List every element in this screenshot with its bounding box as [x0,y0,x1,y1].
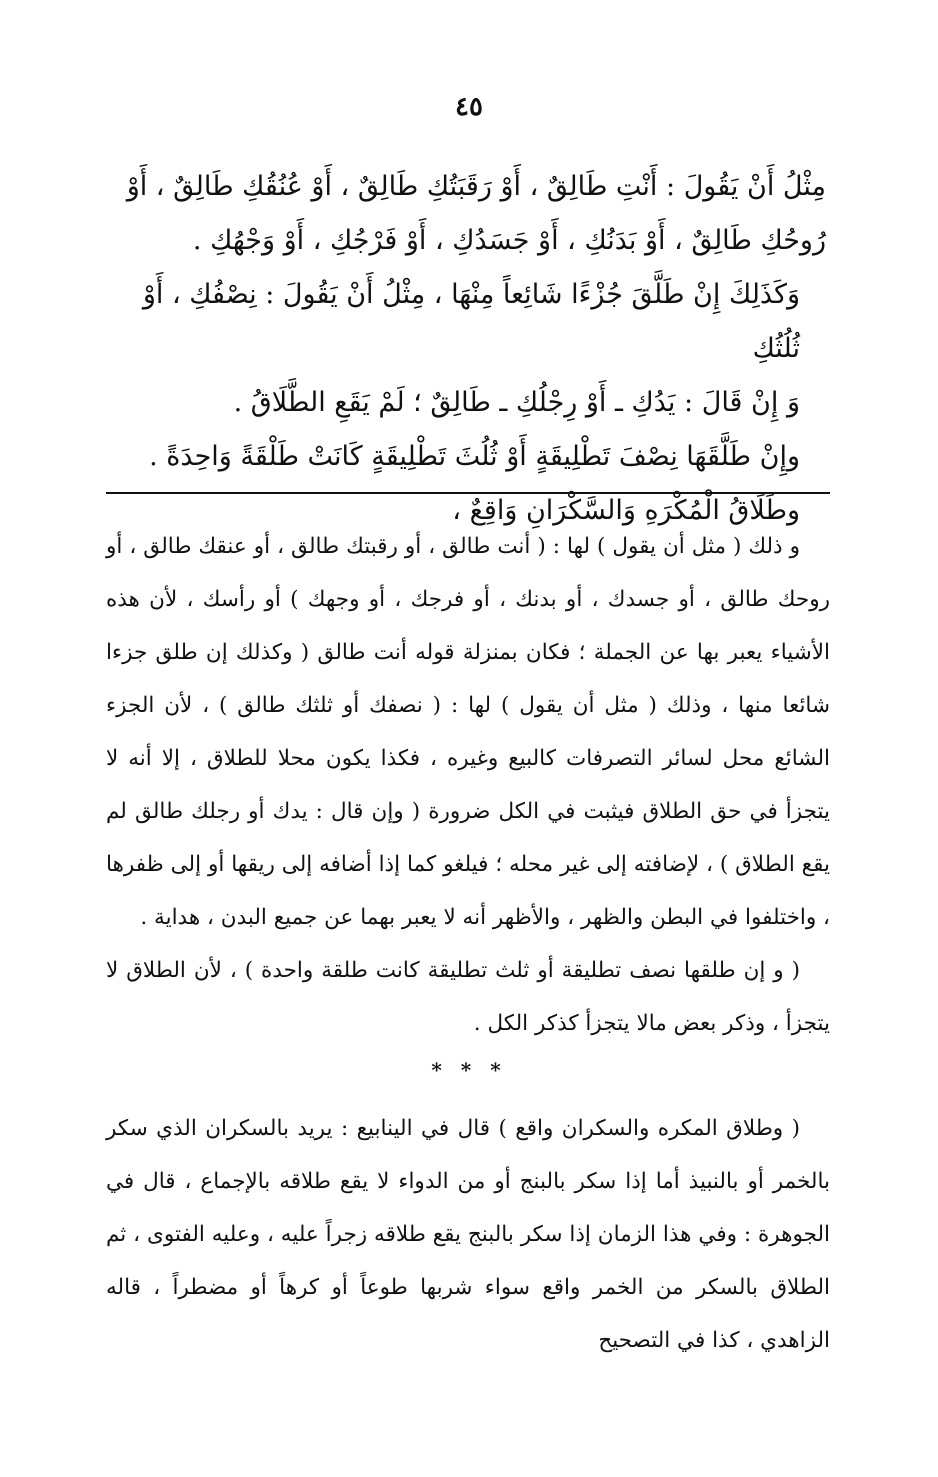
main-text-paragraph: وإِنْ طَلَّقَهَا نِصْفَ تَطْلِيقَةٍ أَوْ ثُلُثَ تَطْلِيقَةٍ كَانَتْ طَلْقَةً وَاحِدَةً . [149,441,800,472]
commentary-paragraph: ( و إن طلقها نصف تطليقة أو ثلث تطليقة كانت طلقة واحدة ) ، لأن الطلاق لا يتجزأ ، وذكر بعض مالا يتجزأ كذكر الكل . [106,958,830,1036]
main-text-paragraph: وطَلَاقُ الْمُكْرَهِ وَالسَّكْرَانِ وَاقِعٌ ، [452,495,800,526]
commentary-text [106,520,830,1050]
main-text-paragraph: مِثْلُ أَنْ يَقُولَ : أَنْتِ طَالِقٌ ، أَوْ رَقَبَتُكِ طَالِقٌ ، أَوْ عُنُقُكِ طَالِقٌ ، أَوْ رُوحُكِ طَالِقٌ ، أَوْ بَدَنُكِ ، أَوْ جَسَدُكِ ، أَوْ فَرْجُكِ ، أَوْ وَجْهُكِ . [126,171,826,256]
commentary-paragraph: ( وطلاق المكره والسكران واقع ) قال في الينابيع : يريد بالسكران الذي سكر بالخمر أو بالنبيذ أما إذا سكر بالبنج أو من الدواء لا يقع طلاقه بالإجماع ، قال في الجوهرة : وفي هذا الزمان إذا سكر بالبنج يقع طلاقه زجراً عليه ، وعليه الفتوى ، ثم الطلاق بالسكر من الخمر واقع سواء شربها طوعاً أو كرهاً أو مضطراً ، قاله الزاهدي ، كذا في التصحيح [106,1116,830,1353]
section-divider [106,492,830,494]
main-text [106,160,826,538]
commentary-text-continued [106,1102,830,1367]
section-separator: * * * [431,1058,507,1082]
page-number: ٤٥ [455,92,483,122]
main-text-paragraph: وَكَذَلِكَ إِنْ طَلَّقَ جُزْءًا شَائِعاً مِنْهَا ، مِثْلُ أَنْ يَقُولَ : نِصْفُكِ ، أَوْ ثُلُثُكِ [142,279,800,364]
commentary-paragraph: و ذلك ( مثل أن يقول ) لها : ( أنت طالق ، أو رقبتك طالق ، أو عنقك طالق ، أو روحك طالق ، أو جسدك ، أو بدنك ، أو فرجك ، أو وجهك ) أو رأسك ، لأن هذه الأشياء يعبر بها عن الجملة ؛ فكان بمنزلة قوله أنت طالق ( وكذلك إن طلق جزءا شائعا منها ، وذلك ( مثل أن يقول ) لها : ( نصفك أو ثلثك طالق ) ، لأن الجزء الشائع محل لسائر التصرفات كالبيع وغيره ، فكذا يكون محلا للطلاق ، إلا أنه لا يتجزأ في حق الطلاق فيثبت في الكل ضرورة ( وإن قال : يدك أو رجلك طالق لم يقع الطلاق ) ، لإضافته إلى غير محله ؛ فيلغو كما إذا أضافه إلى ريقها أو إلى ظفرها ، واختلفوا في البطن والظهر ، والأظهر أنه لا يعبر بهما عن جميع البدن ، هداية . [106,534,830,930]
main-text-paragraph: وَ إِنْ قَالَ : يَدُكِ ـ أَوْ رِجْلُكِ ـ طَالِقٌ ؛ لَمْ يَقَعِ الطَّلَاقُ . [233,387,800,418]
